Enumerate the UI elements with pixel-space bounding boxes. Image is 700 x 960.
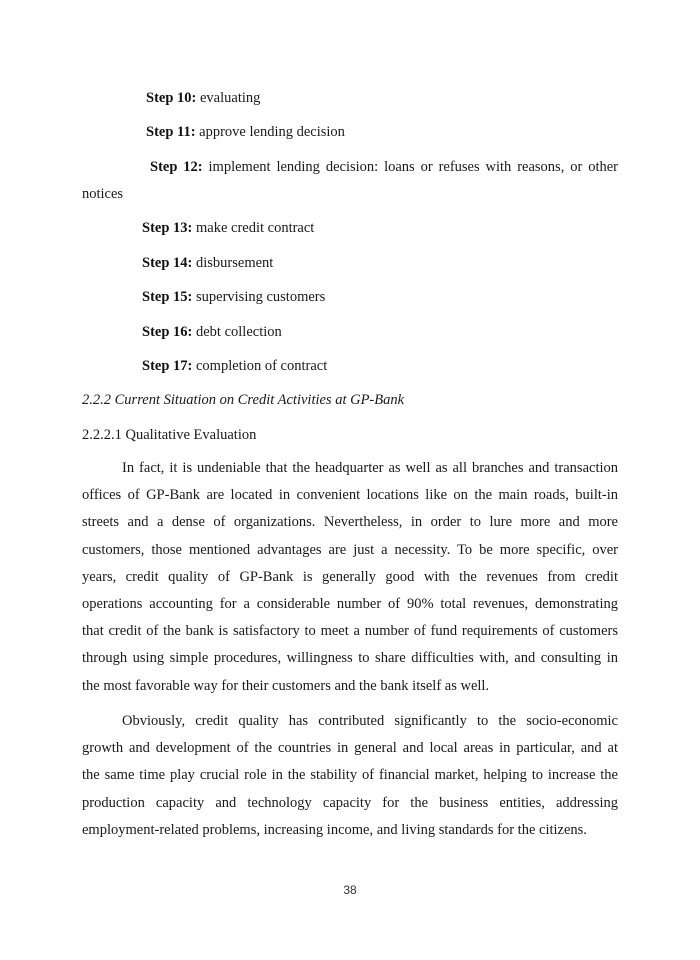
section-heading: 2.2.2 Current Situation on Credit Activities at GP-Bank	[82, 392, 405, 408]
step-14	[142, 254, 273, 272]
step-13	[142, 219, 314, 237]
step-16	[142, 323, 282, 341]
paragraph-qualitative-2	[82, 708, 618, 844]
step-text: evaluating	[196, 90, 261, 106]
step-17	[142, 357, 327, 375]
step-text: approve lending decision	[195, 124, 345, 140]
step-label: Step 11:	[146, 124, 196, 140]
step-label: Step 14:	[142, 255, 193, 271]
step-text: supervising customers	[192, 289, 326, 305]
paragraph-line: that credit of the bank is satisfactory to meet a number of fund requirements of customers	[82, 623, 618, 640]
paragraph-line: the most favorable way for their customers and the bank itself as well.	[82, 677, 490, 694]
step-label: Step 12:	[150, 159, 203, 175]
step-text: debt collection	[192, 324, 282, 340]
paragraph-qualitative-1	[82, 455, 618, 700]
paragraph-line: employment-related problems, increasing income, and living standards for the citizens.	[82, 821, 587, 838]
step-15	[142, 288, 325, 306]
paragraph-line: Obviously, credit quality has contributed significantly to the socio-economic	[122, 713, 618, 729]
step-label: Step 13:	[142, 220, 193, 236]
paragraph-line: production capacity and technology capacity for the business entities, addressing	[82, 794, 618, 811]
step-text: implement lending decision: loans or refuses with reasons, or other	[202, 159, 618, 175]
step-label: Step 16:	[142, 324, 193, 340]
step-text: disbursement	[192, 255, 274, 271]
paragraph-line: streets and a dense of organizations. Nevertheless, in order to lure more and more	[82, 514, 618, 531]
paragraph-line: offices of GP-Bank are located in convenient locations like on the main roads, built-in	[82, 487, 618, 504]
paragraph-line: through using simple procedures, willingness to share difficulties with, and consulting in	[82, 650, 618, 667]
step-text: make credit contract	[192, 220, 315, 236]
step-12	[150, 158, 618, 176]
paragraph-line: operations accounting for a considerable number of 90% total revenues, demonstrating	[82, 596, 618, 613]
paragraph-line: growth and development of the countries in general and local areas in particular, and at	[82, 740, 618, 757]
paragraph-line: the same time play crucial role in the stability of financial market, helping to increase the	[82, 767, 618, 784]
subsection-heading: 2.2.2.1 Qualitative Evaluation	[82, 427, 257, 443]
paragraph-line: years, credit quality of GP-Bank is generally good with the revenues from credit	[82, 568, 618, 585]
paragraph-line: customers, those mentioned advantages are just a necessity. To be more specific, over	[82, 541, 618, 558]
step-label: Step 10:	[146, 90, 197, 106]
page-number: 38	[343, 883, 357, 897]
step-12-continuation: notices	[82, 186, 124, 202]
paragraph-line: In fact, it is undeniable that the headquarter as well as all branches and transaction	[122, 460, 618, 476]
step-10	[146, 89, 260, 107]
step-11	[146, 123, 345, 141]
step-label: Step 15:	[142, 289, 193, 305]
step-label: Step 17:	[142, 358, 193, 374]
step-text: completion of contract	[192, 358, 328, 374]
